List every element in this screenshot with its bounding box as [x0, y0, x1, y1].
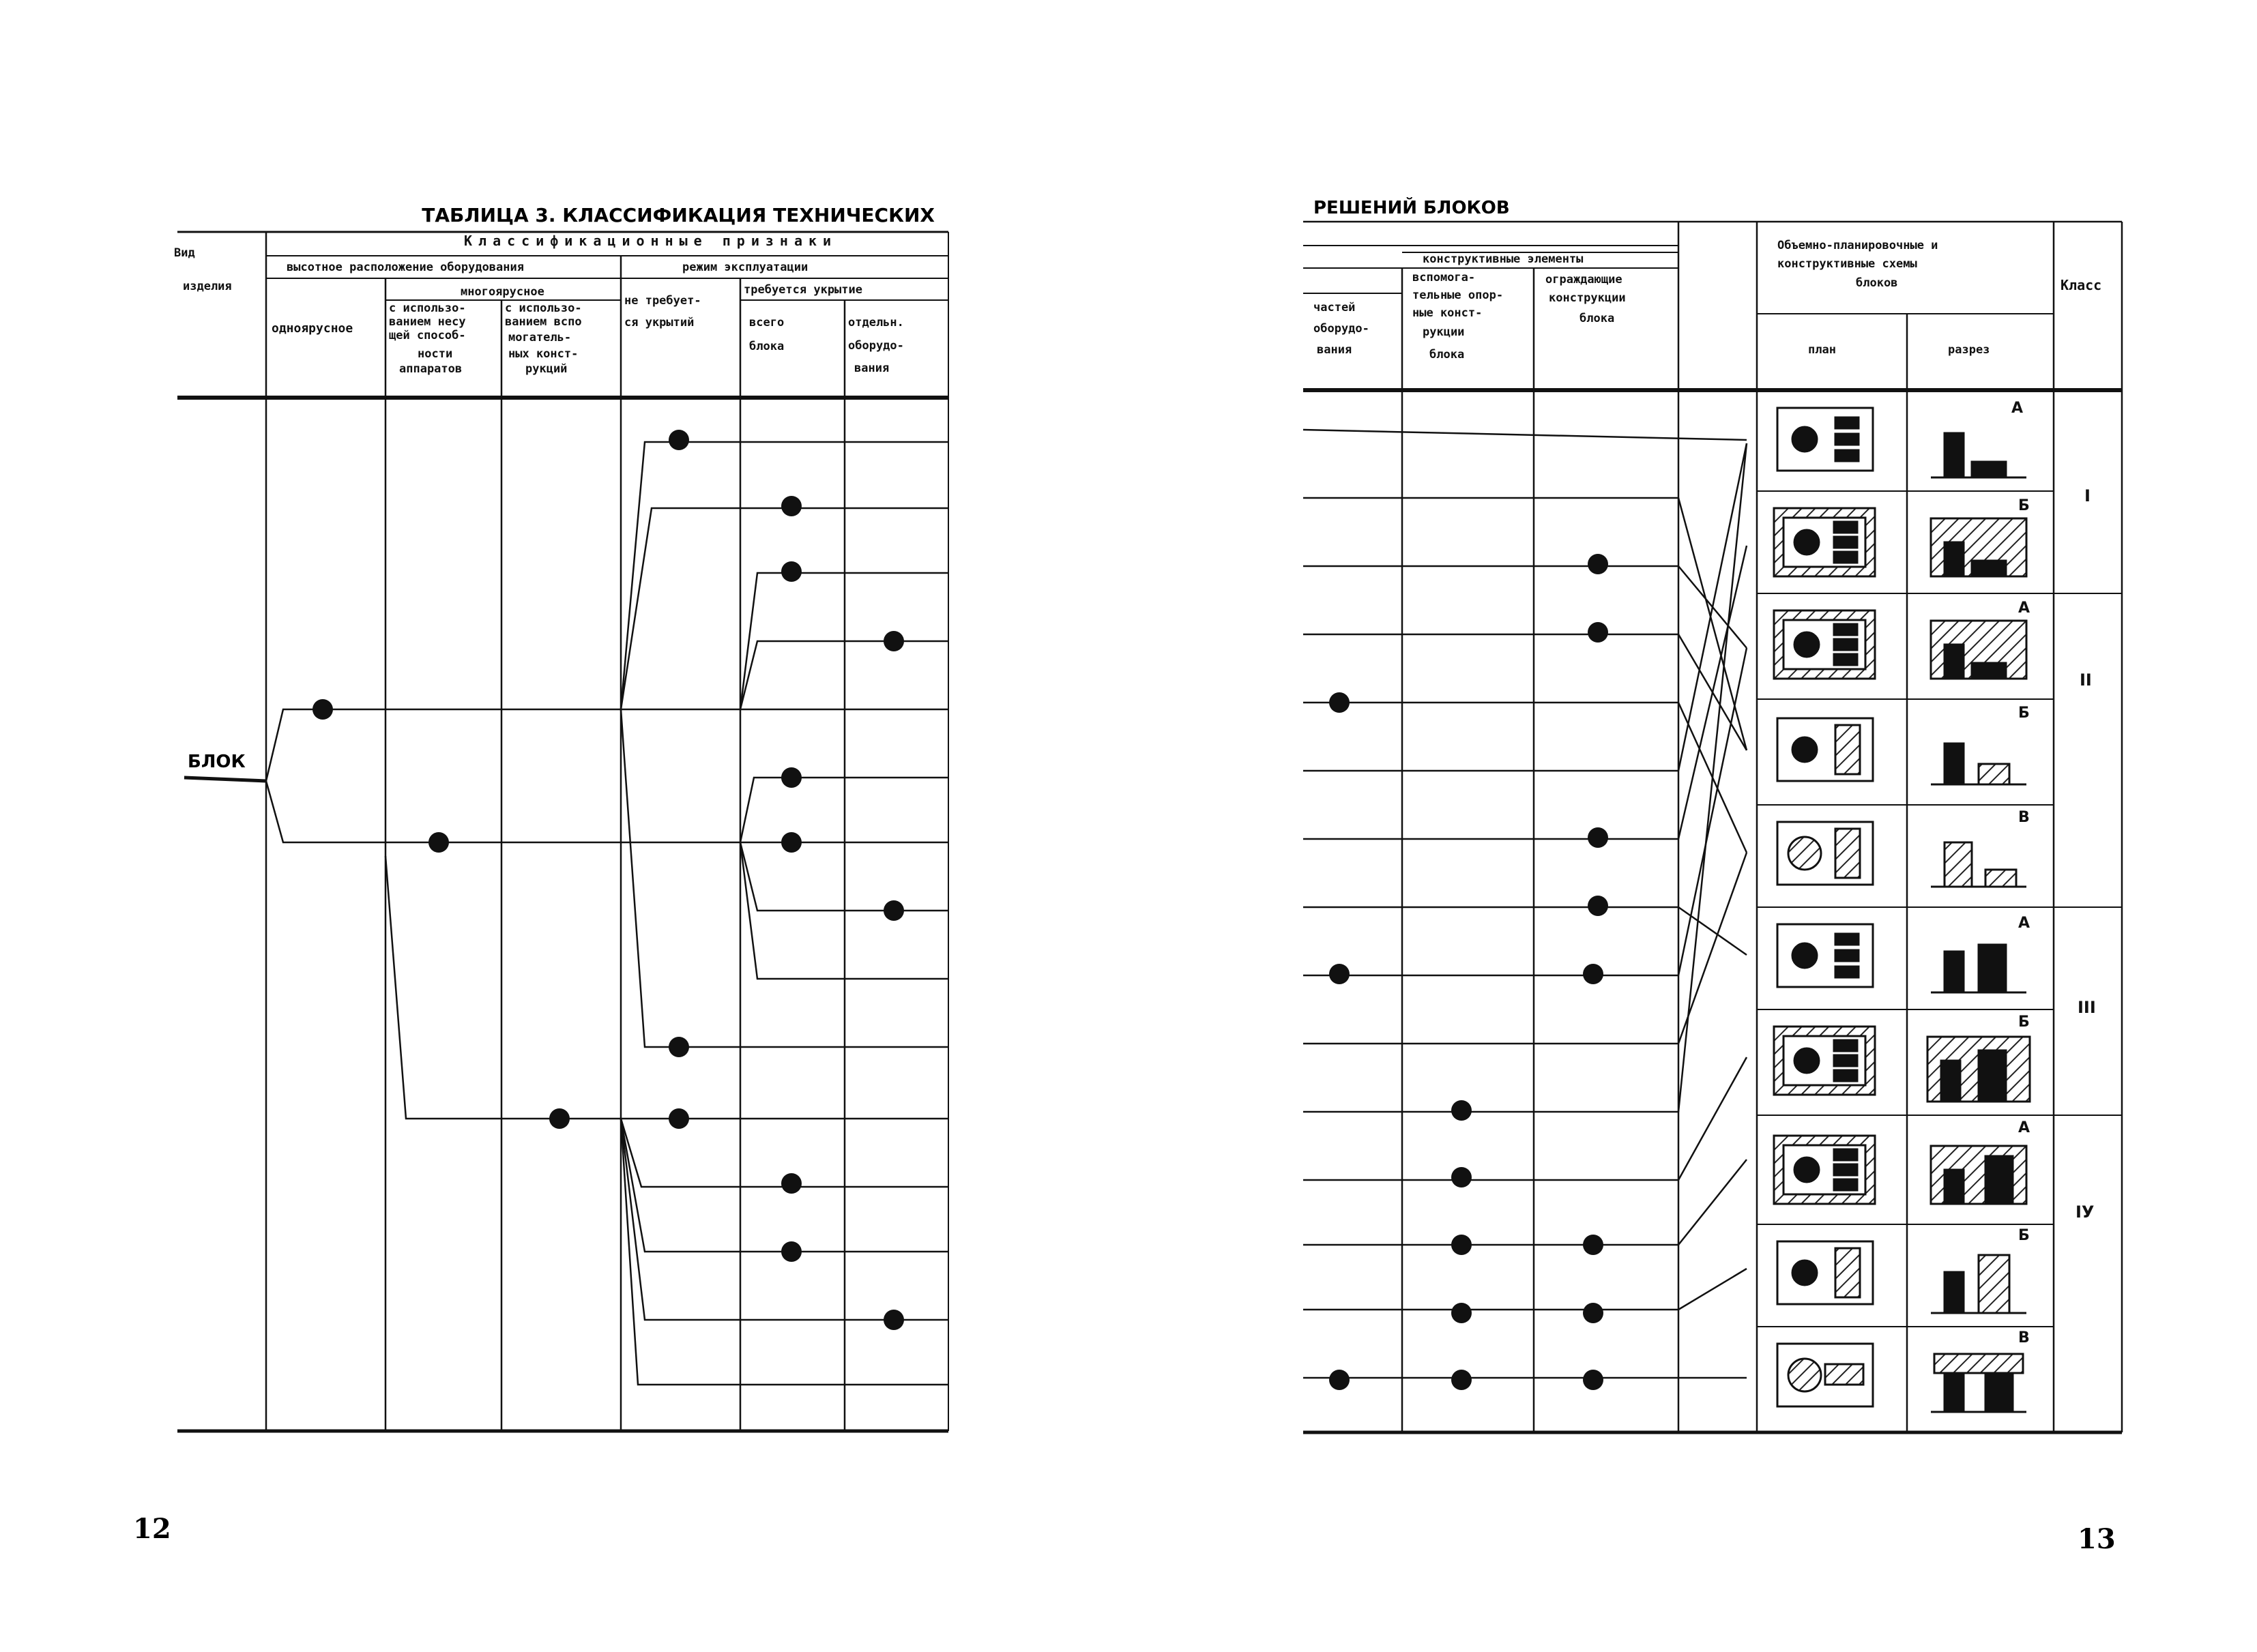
construct-group-header: конструктивные элементы: [1423, 252, 1584, 266]
variant-letter: А: [2018, 600, 2030, 617]
multi-a-line: щей способ-: [389, 329, 466, 342]
aux-header: вспомога-: [1412, 271, 1476, 284]
section-header: разрез: [1948, 343, 1990, 357]
height-group-header: высотное расположение оборудования: [287, 261, 524, 274]
separate-equipment-header: вания: [854, 362, 890, 375]
fence-header: конструкции: [1549, 291, 1626, 305]
right-page: [1303, 196, 2122, 1555]
multi-b-line: ванием вспо: [505, 315, 582, 329]
right-page-number: 13: [2078, 1523, 2116, 1555]
variant-letter: Б: [2018, 705, 2030, 722]
tree-markers: [312, 430, 904, 1330]
connection-lines: [1303, 430, 1747, 1378]
multi-b-line: рукций: [525, 362, 568, 376]
fence-header: блока: [1579, 312, 1615, 325]
fence-header: ограждающие: [1545, 273, 1622, 286]
block-label: БЛОК: [188, 752, 246, 772]
no-cover-header: ся укрытий: [624, 316, 695, 329]
section-schemes: [1927, 433, 2030, 1412]
whole-block-header: всего: [749, 316, 785, 329]
separate-equipment-header: оборудо-: [848, 339, 904, 353]
multi-tier-header: многоярусное: [461, 285, 544, 299]
multi-a-line: с использо-: [389, 301, 466, 315]
multi-a-line: ности: [418, 347, 453, 361]
separate-equipment-header: отдельн.: [848, 316, 904, 329]
class-label: II: [2080, 670, 2092, 690]
left-table-title: ТАБЛИЦА 3. КЛАССИФИКАЦИЯ ТЕХНИЧЕСКИХ: [422, 204, 935, 226]
variant-letter: А: [2011, 400, 2024, 417]
plan-header: план: [1808, 343, 1836, 357]
right-markers: [1329, 554, 1608, 1390]
whole-block-header: блока: [749, 340, 785, 353]
multi-b-line: с использо-: [505, 301, 582, 315]
class-label: III: [2078, 998, 2096, 1017]
cover-group-header: требуется укрытие: [744, 283, 862, 297]
variant-letter: В: [2018, 809, 2030, 826]
parts-header: частей: [1313, 301, 1356, 314]
variant-letter: Б: [2018, 1227, 2030, 1244]
vid-header: Вид: [174, 246, 195, 260]
multi-b-line: ных конст-: [508, 347, 579, 361]
izdeliya-header: изделия: [183, 280, 232, 293]
parts-header: оборудо-: [1313, 322, 1369, 336]
variant-letter: А: [2018, 915, 2030, 932]
single-tier-header: одноярусное: [272, 321, 353, 336]
class-label: IУ: [2076, 1203, 2095, 1222]
variant-letter: Б: [2018, 1014, 2030, 1031]
class-label: I: [2084, 486, 2091, 505]
schemes-header: конструктивные схемы: [1777, 257, 1917, 271]
schemes-header: Объемно-планировочные и: [1777, 239, 1938, 252]
variant-letter: В: [2018, 1329, 2030, 1346]
multi-a-line: аппаратов: [399, 362, 463, 376]
multi-b-line: могатель-: [508, 331, 572, 344]
aux-header: ные конст-: [1412, 306, 1483, 320]
schemes-header: блоков: [1856, 276, 1898, 290]
classification-tree: [184, 442, 948, 1385]
multi-a-line: ванием несу: [389, 315, 466, 329]
right-table-title: РЕШЕНИЙ БЛОКОВ: [1313, 198, 1510, 218]
variant-letter: Б: [2018, 497, 2030, 514]
left-page-number: 12: [133, 1513, 171, 1545]
class-header: Класс: [2061, 277, 2102, 293]
left-page: [133, 204, 948, 1545]
aux-header: блока: [1429, 348, 1465, 362]
aux-header: тельные опор-: [1412, 289, 1504, 302]
classification-group-header: Классификационные признаки: [464, 233, 838, 249]
mode-group-header: режим эксплуатации: [682, 261, 809, 274]
no-cover-header: не требует-: [624, 294, 701, 308]
variant-letter: А: [2018, 1119, 2030, 1136]
aux-header: рукции: [1423, 325, 1465, 339]
parts-header: вания: [1317, 343, 1352, 357]
